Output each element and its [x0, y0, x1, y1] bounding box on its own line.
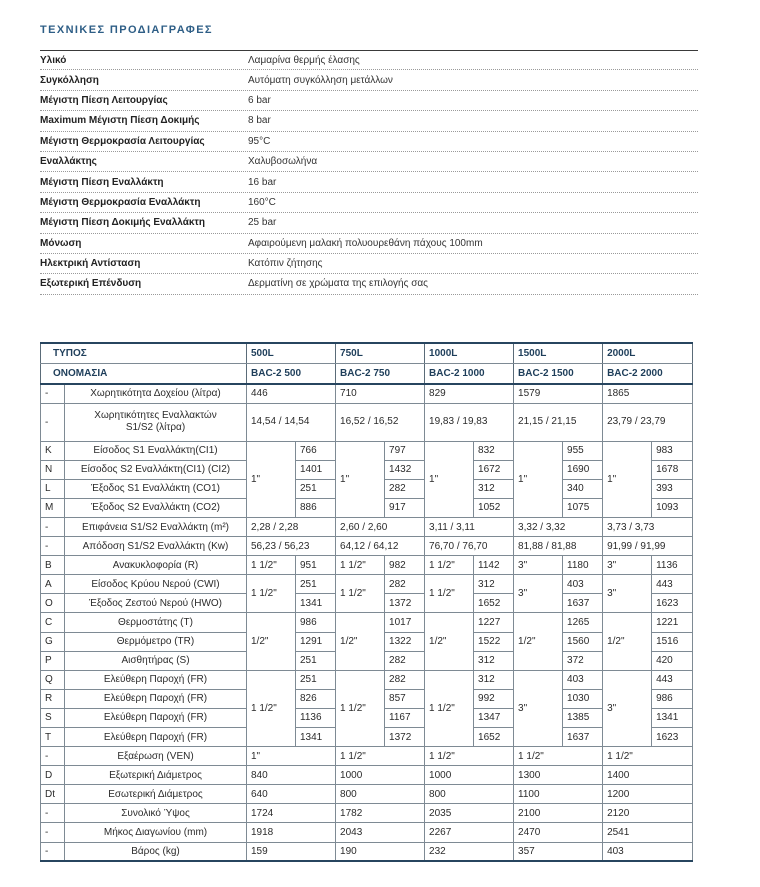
- value-cell: 1000: [336, 766, 425, 785]
- value-cell: 1678: [652, 460, 693, 479]
- name-cell: BAC-2 1000: [425, 364, 514, 385]
- value-cell: 403: [563, 575, 603, 594]
- spec-row: [40, 91, 698, 111]
- row-code: R: [41, 689, 65, 708]
- type-header: ΤΥΠΟΣ: [41, 343, 247, 364]
- value-cell: 251: [296, 651, 336, 670]
- value-cell: 23,79 / 23,79: [603, 403, 693, 441]
- connection-size-cell: 3": [603, 556, 652, 575]
- spec-row: [40, 213, 698, 233]
- connection-size-cell: 3": [514, 575, 563, 613]
- connection-size-cell: 3": [603, 670, 652, 746]
- row-code: O: [41, 594, 65, 613]
- value-cell: 992: [474, 689, 514, 708]
- value-cell: 312: [474, 670, 514, 689]
- value-cell: 357: [514, 842, 603, 861]
- connection-size-cell: 1": [425, 441, 474, 517]
- row-label: Εξαέρωση (VEN): [65, 747, 247, 766]
- value-cell: 857: [385, 689, 425, 708]
- value-cell: 3,32 / 3,32: [514, 517, 603, 536]
- table-row: [41, 670, 693, 689]
- value-cell: 91,99 / 91,99: [603, 537, 693, 556]
- value-cell: 886: [296, 498, 336, 517]
- connection-size-cell: 1 1/2": [336, 556, 385, 575]
- value-cell: 1167: [385, 708, 425, 727]
- spec-label: Μέγιστη Θερμοκρασία Λειτουργίας: [40, 135, 205, 147]
- table-row: [41, 364, 693, 385]
- value-cell: 1347: [474, 708, 514, 727]
- value-cell: 1341: [296, 728, 336, 747]
- spec-row: [40, 193, 698, 213]
- row-label: Συνολικό Ύψος: [65, 804, 247, 823]
- row-code: -: [41, 804, 65, 823]
- value-cell: 1265: [563, 613, 603, 632]
- value-cell: 1782: [336, 804, 425, 823]
- connection-size-cell: 1 1/2": [336, 575, 385, 613]
- value-cell: 1579: [514, 384, 603, 403]
- row-code: B: [41, 556, 65, 575]
- row-label-line: S1/S2 (λίτρα): [125, 422, 186, 434]
- row-label: Θερμόμετρο (TR): [65, 632, 247, 651]
- spec-value: Αφαιρούμενη μαλακή πολυουρεθάνη πάχους 100mm: [248, 237, 483, 249]
- value-cell: 710: [336, 384, 425, 403]
- value-cell: 797: [385, 441, 425, 460]
- table-row: [41, 384, 693, 403]
- row-label-line: Χωρητικότητες Εναλλακτών: [94, 410, 217, 422]
- value-cell: 986: [652, 689, 693, 708]
- value-cell: 2100: [514, 804, 603, 823]
- row-label: Μήκος Διαγωνίου (mm): [65, 823, 247, 842]
- value-cell: 2,28 / 2,28: [247, 517, 336, 536]
- value-cell: 282: [385, 479, 425, 498]
- connection-size-cell: 1/2": [514, 613, 563, 670]
- spec-value: Λαμαρίνα θερμής έλασης: [248, 54, 360, 66]
- value-cell: 76,70 / 76,70: [425, 537, 514, 556]
- connection-size-cell: 1/2": [336, 613, 385, 670]
- value-cell: 840: [247, 766, 336, 785]
- spec-row: [40, 152, 698, 172]
- connection-size-cell: 1": [514, 441, 563, 517]
- value-cell: 1918: [247, 823, 336, 842]
- value-cell: 951: [296, 556, 336, 575]
- value-cell: 340: [563, 479, 603, 498]
- value-cell: 232: [425, 842, 514, 861]
- row-label: Έξοδος S1 Εναλλάκτη (CO1): [65, 479, 247, 498]
- row-label: Έξοδος S2 Εναλλάκτη (CO2): [65, 498, 247, 517]
- row-code: C: [41, 613, 65, 632]
- row-code: D: [41, 766, 65, 785]
- value-cell: 1 1/2": [514, 747, 603, 766]
- row-code: -: [41, 747, 65, 766]
- value-cell: 19,83 / 19,83: [425, 403, 514, 441]
- value-cell: 251: [296, 575, 336, 594]
- value-cell: 56,23 / 56,23: [247, 537, 336, 556]
- page-title: ΤΕΧΝΙΚΕΣ ΠΡΟΔΙΑΓΡΑΦΕΣ: [40, 24, 213, 36]
- value-cell: 1100: [514, 785, 603, 804]
- value-cell: 2470: [514, 823, 603, 842]
- connection-size-cell: 3": [603, 575, 652, 613]
- value-cell: 829: [425, 384, 514, 403]
- table-row: [41, 766, 693, 785]
- value-cell: 1291: [296, 632, 336, 651]
- value-cell: 1372: [385, 728, 425, 747]
- table-row: [41, 842, 693, 861]
- value-cell: 81,88 / 81,88: [514, 537, 603, 556]
- value-cell: 312: [474, 651, 514, 670]
- spec-row: [40, 274, 698, 294]
- name-cell: BAC-2 1500: [514, 364, 603, 385]
- spec-label: Maximum Μέγιστη Πίεση Δοκιμής: [40, 115, 200, 127]
- spec-value: 16 bar: [248, 176, 277, 188]
- value-cell: 982: [385, 556, 425, 575]
- value-cell: 1341: [652, 708, 693, 727]
- value-cell: 420: [652, 651, 693, 670]
- connection-size-cell: 3": [514, 670, 563, 746]
- row-label: Χωρητικότητα Δοχείου (λίτρα): [65, 384, 247, 403]
- spec-row: [40, 70, 698, 90]
- value-cell: 1372: [385, 594, 425, 613]
- row-label: Ανακυκλοφορία (R): [65, 556, 247, 575]
- value-cell: 1200: [603, 785, 693, 804]
- type-cell: 750L: [336, 343, 425, 364]
- value-cell: 393: [652, 479, 693, 498]
- value-cell: 3,11 / 3,11: [425, 517, 514, 536]
- value-cell: 1322: [385, 632, 425, 651]
- row-label: Εξωτερική Διάμετρος: [65, 766, 247, 785]
- value-cell: 251: [296, 670, 336, 689]
- connection-size-cell: 1 1/2": [425, 556, 474, 575]
- value-cell: 190: [336, 842, 425, 861]
- value-cell: 1560: [563, 632, 603, 651]
- spec-label: Μέγιστη Πίεση Εναλλάκτη: [40, 176, 164, 188]
- value-cell: 1652: [474, 728, 514, 747]
- row-label: Ελεύθερη Παροχή (FR): [65, 670, 247, 689]
- value-cell: 983: [652, 441, 693, 460]
- type-cell: 1000L: [425, 343, 514, 364]
- row-label: Είσοδος Κρύου Νερού (CWI): [65, 575, 247, 594]
- value-cell: 1385: [563, 708, 603, 727]
- value-cell: 1017: [385, 613, 425, 632]
- row-label: Αισθητήρας (S): [65, 651, 247, 670]
- connection-size-cell: 3": [514, 556, 563, 575]
- spec-row: [40, 132, 698, 152]
- value-cell: 1142: [474, 556, 514, 575]
- type-cell: 500L: [247, 343, 336, 364]
- value-cell: 3,73 / 3,73: [603, 517, 693, 536]
- value-cell: 1865: [603, 384, 693, 403]
- table-row: [41, 613, 693, 632]
- connection-size-cell: 1": [247, 441, 296, 517]
- value-cell: 1136: [652, 556, 693, 575]
- connection-size-cell: 1": [336, 441, 385, 517]
- spec-label: Εξωτερική Επένδυση: [40, 278, 142, 290]
- table-row: [41, 823, 693, 842]
- row-label: Έξοδος Ζεστού Νερού (HWO): [65, 594, 247, 613]
- value-cell: 1 1/2": [425, 747, 514, 766]
- spec-label: Ηλεκτρική Αντίσταση: [40, 258, 141, 270]
- value-cell: 2035: [425, 804, 514, 823]
- row-label: Απόδοση S1/S2 Εναλλάκτη (Kw): [65, 537, 247, 556]
- value-cell: 1623: [652, 728, 693, 747]
- spec-value: Αυτόματη συγκόλληση μετάλλων: [248, 74, 393, 86]
- value-cell: 443: [652, 670, 693, 689]
- value-cell: 1 1/2": [603, 747, 693, 766]
- table-row: [41, 403, 693, 441]
- row-code: -: [41, 842, 65, 861]
- name-cell: BAC-2 500: [247, 364, 336, 385]
- row-label: Είσοδος S2 Εναλλάκτη(CI1) (CI2): [65, 460, 247, 479]
- table-row: [41, 575, 693, 594]
- value-cell: 1432: [385, 460, 425, 479]
- row-code: -: [41, 537, 65, 556]
- spec-row: [40, 111, 698, 131]
- connection-size-cell: 1 1/2": [247, 556, 296, 575]
- value-cell: 372: [563, 651, 603, 670]
- value-cell: 312: [474, 575, 514, 594]
- table-row: [41, 785, 693, 804]
- table-row: [41, 804, 693, 823]
- value-cell: 1000: [425, 766, 514, 785]
- value-cell: 443: [652, 575, 693, 594]
- value-cell: 1522: [474, 632, 514, 651]
- row-code: L: [41, 479, 65, 498]
- value-cell: 16,52 / 16,52: [336, 403, 425, 441]
- value-cell: 986: [296, 613, 336, 632]
- spec-value: Κατόπιν ζήτησης: [248, 258, 323, 270]
- value-cell: 1724: [247, 804, 336, 823]
- spec-value: 160°C: [248, 196, 276, 208]
- value-cell: 2541: [603, 823, 693, 842]
- spec-value: 95°C: [248, 135, 271, 147]
- spec-value: 8 bar: [248, 115, 271, 127]
- value-cell: 832: [474, 441, 514, 460]
- connection-size-cell: 1/2": [603, 613, 652, 670]
- row-code: Q: [41, 670, 65, 689]
- row-label: Ελεύθερη Παροχή (FR): [65, 708, 247, 727]
- row-label: Επιφάνεια S1/S2 Εναλλάκτη (m²): [65, 517, 247, 536]
- value-cell: 1 1/2": [336, 747, 425, 766]
- table-row: [41, 517, 693, 536]
- spec-value: 25 bar: [248, 217, 277, 229]
- value-cell: 446: [247, 384, 336, 403]
- row-code: G: [41, 632, 65, 651]
- value-cell: 1637: [563, 594, 603, 613]
- row-code: K: [41, 441, 65, 460]
- connection-size-cell: 1 1/2": [336, 670, 385, 746]
- row-label: Ελεύθερη Παροχή (FR): [65, 728, 247, 747]
- connection-size-cell: 1 1/2": [247, 575, 296, 613]
- value-cell: 1": [247, 747, 336, 766]
- value-cell: 64,12 / 64,12: [336, 537, 425, 556]
- value-cell: 1221: [652, 613, 693, 632]
- value-cell: 251: [296, 479, 336, 498]
- value-cell: 312: [474, 479, 514, 498]
- value-cell: 1672: [474, 460, 514, 479]
- spec-label: Συγκόλληση: [40, 74, 99, 86]
- value-cell: 21,15 / 21,15: [514, 403, 603, 441]
- value-cell: 2120: [603, 804, 693, 823]
- spec-label: Μέγιστη Πίεση Λειτουργίας: [40, 94, 168, 106]
- spec-label: Μέγιστη Πίεση Δοκιμής Εναλλάκτη: [40, 217, 206, 229]
- value-cell: 766: [296, 441, 336, 460]
- connection-size-cell: 1 1/2": [247, 670, 296, 746]
- type-cell: 1500L: [514, 343, 603, 364]
- table-row: [41, 747, 693, 766]
- value-cell: 2267: [425, 823, 514, 842]
- name-cell: BAC-2 750: [336, 364, 425, 385]
- value-cell: 640: [247, 785, 336, 804]
- value-cell: 1623: [652, 594, 693, 613]
- row-code: T: [41, 728, 65, 747]
- type-cell: 2000L: [603, 343, 693, 364]
- value-cell: 159: [247, 842, 336, 861]
- value-cell: 14,54 / 14,54: [247, 403, 336, 441]
- row-code: A: [41, 575, 65, 594]
- connection-size-cell: 1/2": [425, 613, 474, 670]
- value-cell: 1136: [296, 708, 336, 727]
- value-cell: 282: [385, 651, 425, 670]
- value-cell: 955: [563, 441, 603, 460]
- value-cell: 1300: [514, 766, 603, 785]
- row-code: S: [41, 708, 65, 727]
- value-cell: 1637: [563, 728, 603, 747]
- value-cell: 1341: [296, 594, 336, 613]
- connection-size-cell: 1": [603, 441, 652, 517]
- value-cell: 1690: [563, 460, 603, 479]
- row-label: Θερμοστάτης (T): [65, 613, 247, 632]
- value-cell: 826: [296, 689, 336, 708]
- value-cell: 800: [425, 785, 514, 804]
- spec-label: Εναλλάκτης: [40, 156, 97, 168]
- value-cell: 403: [563, 670, 603, 689]
- row-label: Είσοδος S1 Εναλλάκτη(CI1): [65, 441, 247, 460]
- row-code: -: [41, 384, 65, 403]
- table-row: [41, 537, 693, 556]
- row-label: Βάρος (kg): [65, 842, 247, 861]
- spec-label: Μόνωση: [40, 237, 82, 249]
- spec-row: [40, 234, 698, 254]
- spec-label: Μέγιστη Θερμοκρασία Εναλλάκτη: [40, 196, 201, 208]
- row-code: M: [41, 498, 65, 517]
- spec-value: Δερματίνη σε χρώματα της επιλογής σας: [248, 278, 428, 290]
- name-header: ΟΝΟΜΑΣΙΑ: [41, 364, 247, 385]
- value-cell: 2,60 / 2,60: [336, 517, 425, 536]
- value-cell: 1093: [652, 498, 693, 517]
- value-cell: 1227: [474, 613, 514, 632]
- spec-value: 6 bar: [248, 94, 271, 106]
- spec-table: [40, 342, 693, 862]
- spec-row: [40, 172, 698, 192]
- spec-value: Χαλυβοσωλήνα: [248, 156, 318, 168]
- value-cell: 1180: [563, 556, 603, 575]
- spec-list: [40, 50, 698, 295]
- table-row: [41, 343, 693, 364]
- value-cell: 917: [385, 498, 425, 517]
- name-cell: BAC-2 2000: [603, 364, 693, 385]
- row-code: N: [41, 460, 65, 479]
- row-label: [65, 403, 247, 441]
- value-cell: 403: [603, 842, 693, 861]
- spec-label: Υλικό: [40, 54, 67, 66]
- value-cell: 1516: [652, 632, 693, 651]
- connection-size-cell: 1 1/2": [425, 670, 474, 746]
- row-code: Dt: [41, 785, 65, 804]
- row-label: Εσωτερική Διάμετρος: [65, 785, 247, 804]
- table-row: [41, 556, 693, 575]
- connection-size-cell: 1 1/2": [425, 575, 474, 613]
- value-cell: 1075: [563, 498, 603, 517]
- value-cell: 282: [385, 670, 425, 689]
- value-cell: 1030: [563, 689, 603, 708]
- value-cell: 282: [385, 575, 425, 594]
- value-cell: 1401: [296, 460, 336, 479]
- row-code: -: [41, 403, 65, 441]
- value-cell: 1400: [603, 766, 693, 785]
- value-cell: 1052: [474, 498, 514, 517]
- spec-row: [40, 254, 698, 274]
- value-cell: 800: [336, 785, 425, 804]
- spec-row: [40, 50, 698, 70]
- value-cell: 1652: [474, 594, 514, 613]
- row-code: -: [41, 823, 65, 842]
- value-cell: 2043: [336, 823, 425, 842]
- row-code: P: [41, 651, 65, 670]
- connection-size-cell: 1/2": [247, 613, 296, 670]
- table-row: [41, 441, 693, 460]
- row-code: -: [41, 517, 65, 536]
- row-label: Ελεύθερη Παροχή (FR): [65, 689, 247, 708]
